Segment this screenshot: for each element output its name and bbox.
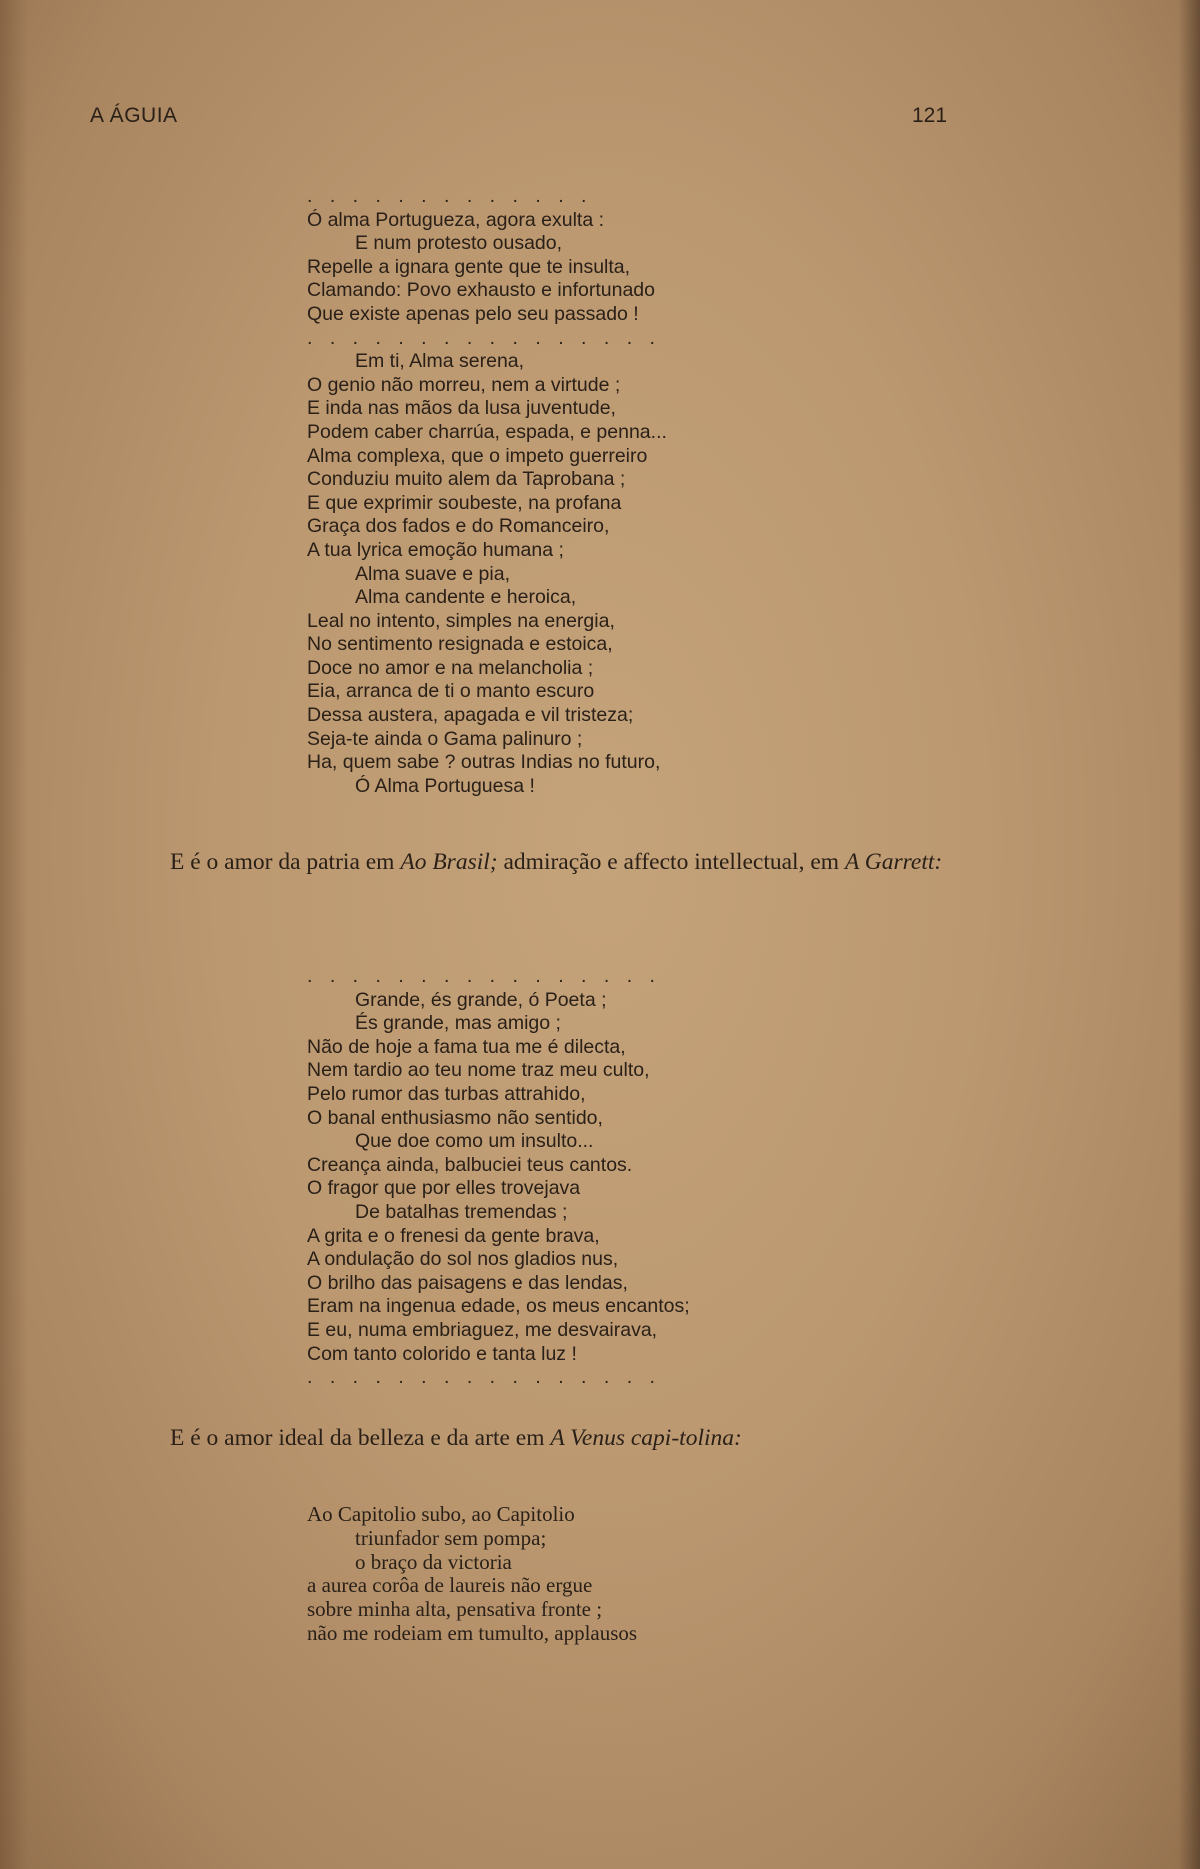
poem-line: Conduziu muito alem da Taprobana ; (307, 468, 626, 491)
poem-line: o braço da victoria (355, 1549, 512, 1574)
poem-line: Leal no intento, simples na energia, (307, 609, 615, 632)
poem-title-venus-capitolina: A Venus capi-tolina: (550, 1425, 742, 1451)
poem-line: Ha, quem sabe ? outras Indias no futuro, (307, 751, 661, 774)
poem-line: Que existe apenas pelo seu passado ! (307, 302, 639, 325)
poem-line: Doce no amor e na melancholia ; (307, 656, 594, 679)
ellipsis-line: . . . . . . . . . . . . . . . . (307, 326, 661, 349)
poem-line: Ó alma Portugueza, agora exulta : (307, 208, 605, 231)
poem-line: Dessa austera, apagada e vil tristeza; (307, 704, 634, 727)
prose-text: E é o amor ideal da belleza e da arte em (170, 1425, 551, 1451)
poem-line: O fragor que por elles trovejava (307, 1177, 581, 1200)
poem-line: No sentimento resignada e estoica, (307, 633, 613, 656)
page-number: 121 (912, 104, 948, 127)
poem-line: Podem caber charrúa, espada, e penna... (307, 420, 667, 443)
poem-line: E eu, numa embriaguez, me desvairava, (307, 1318, 658, 1341)
poem-line: Pelo rumor das turbas attrahido, (307, 1082, 586, 1105)
poem-line: Ao Capitolio subo, ao Capitolio (307, 1502, 575, 1526)
page-edge-shadow-right (1178, 0, 1200, 1869)
poem-line: Repelle a ignara gente que te insulta, (307, 255, 631, 278)
poem-line: A tua lyrica emoção humana ; (307, 538, 564, 561)
poem-venus-capitolina (307, 1503, 637, 1646)
poem-title-a-garrett: A Garrett: (844, 849, 943, 875)
poem-line: O brilho das paisagens e das lendas, (307, 1271, 628, 1294)
poem-line: Seja-te ainda o Gama palinuro ; (307, 727, 583, 750)
poem-line: Alma complexa, que o impeto guerreiro (307, 444, 648, 467)
poem-line: E num protesto ousado, (355, 232, 563, 255)
poem-line: Eia, arranca de ti o manto escuro (307, 680, 595, 703)
poem-line: A ondulação do sol nos gladios nus, (307, 1248, 619, 1271)
poem-line: De batalhas tremendas ; (355, 1200, 568, 1223)
poem-line: Ó Alma Portuguesa ! (355, 774, 535, 797)
poem-line: Eram na ingenua edade, os meus encantos; (307, 1295, 690, 1318)
poem-line: Creança ainda, balbuciei teus cantos. (307, 1153, 633, 1176)
poem-line: Graça dos fados e do Romanceiro, (307, 515, 610, 538)
poem-line: Em ti, Alma serena, (355, 350, 525, 373)
prose-paragraph-ao-brasil (90, 846, 950, 878)
poem-line: O banal enthusiasmo não sentido, (307, 1106, 603, 1129)
poem-line: Com tanto colorido e tanta luz ! (307, 1342, 577, 1365)
poem-line: A grita e o frenesi da gente brava, (307, 1224, 600, 1247)
poem-line: Não de hoje a fama tua me é dilecta, (307, 1035, 626, 1058)
poem-line: a aurea corôa de laureis não ergue (307, 1573, 593, 1598)
poem-line: Alma candente e heroica, (355, 586, 577, 609)
poem-line: Grande, és grande, ó Poeta ; (355, 988, 607, 1011)
ellipsis-line: . . . . . . . . . . . . . . . . (307, 965, 661, 987)
poem-line: Que doe como um insulto... (355, 1130, 594, 1153)
poem-line: E inda nas mãos da lusa juventude, (307, 397, 616, 420)
poem-line: sobre minha alta, pensativa fronte ; (307, 1597, 603, 1622)
poem-alma-portugueza (307, 185, 667, 798)
poem-line: triunfador sem pompa; (355, 1525, 547, 1550)
running-title: A ÁGUIA (90, 104, 178, 127)
poem-a-garrett (307, 965, 690, 1390)
poem-line: És grande, mas amigo ; (355, 1012, 561, 1035)
page-edge-shadow-left (0, 0, 28, 1869)
poem-title-ao-brasil: Ao Brasil; (400, 849, 498, 875)
prose-paragraph-venus-capitolina (90, 1422, 950, 1454)
poem-line: E que exprimir soubeste, na profana (307, 491, 622, 514)
prose-text: admiração e affecto intellectual, em (497, 849, 845, 875)
ellipsis-line: . . . . . . . . . . . . . (307, 185, 593, 207)
poem-line: Alma suave e pia, (355, 562, 511, 585)
prose-text: E é o amor da patria em (170, 849, 401, 875)
ellipsis-line: . . . . . . . . . . . . . . . . (307, 1366, 661, 1389)
poem-line: não me rodeiam em tumulto, applausos (307, 1620, 638, 1645)
poem-line: O genio não morreu, nem a virtude ; (307, 373, 621, 396)
poem-line: Clamando: Povo exhausto e infortunado (307, 279, 655, 302)
poem-line: Nem tardio ao teu nome traz meu culto, (307, 1059, 650, 1082)
